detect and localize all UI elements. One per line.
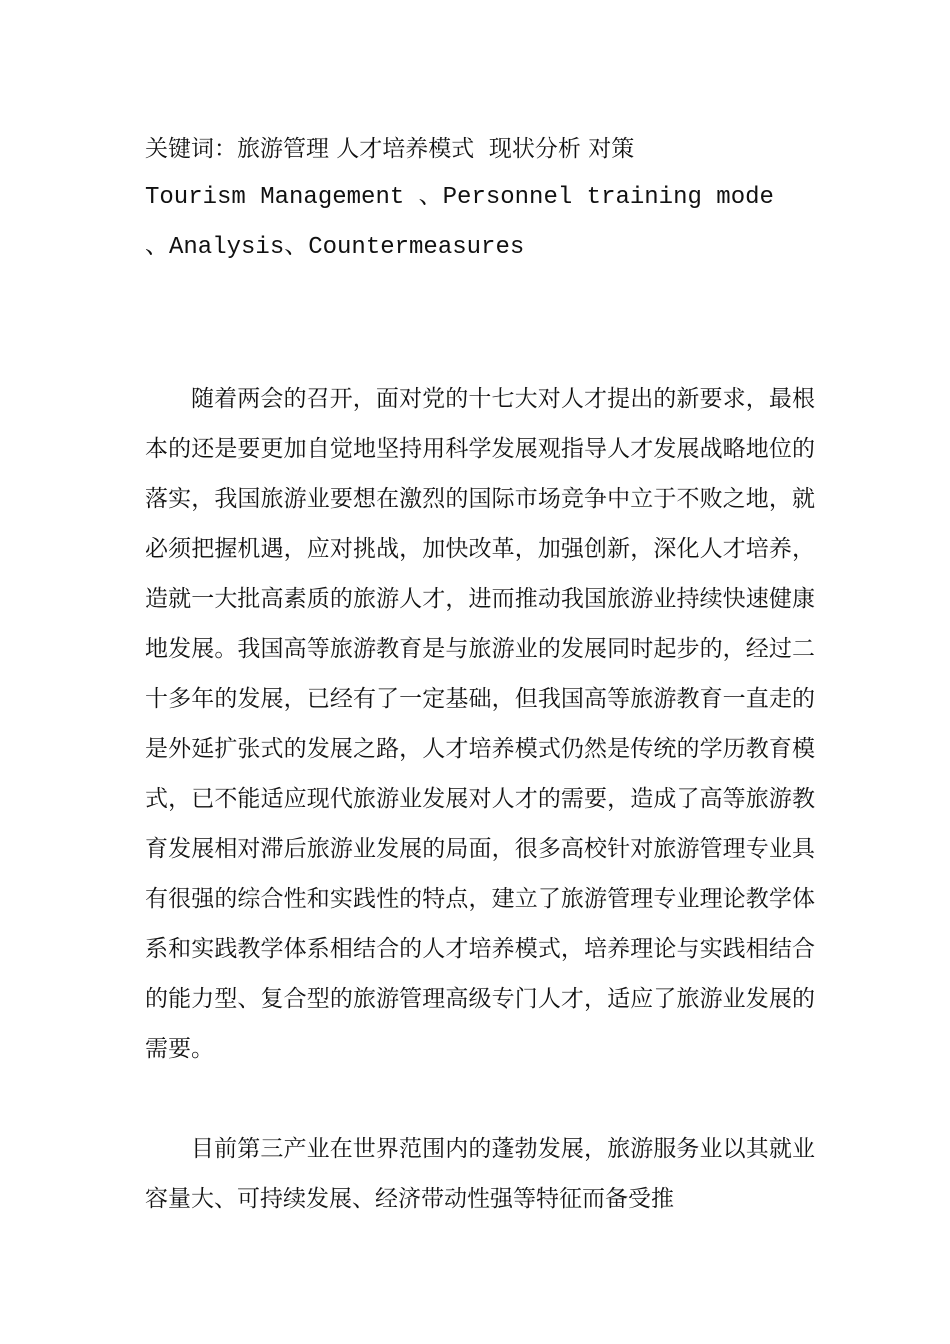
keywords-chinese: 关键词：旅游管理 人才培养模式 现状分析 对策 (145, 136, 635, 162)
body-paragraph-2: 目前第三产业在世界范围内的蓬勃发展，旅游服务业以其就业容量大、可持续发展、经济带动性强等特征而备受推 (145, 1136, 815, 1212)
keywords-english-line-2: 、Analysis、Countermeasures (145, 234, 525, 261)
body-paragraph-1: 随着两会的召开，面对党的十七大对人才提出的新要求，最根本的还是要更加自觉地坚持用科学发展观指导人才发展战略地位的落实，我国旅游业要想在激烈的国际市场竞争中立于不败之地，就必须把握机遇，应对挑战，加快改革，加强创新，深化人才培养，造就一大批高素质的旅游人才，进而推动我国旅游业持续快速健康地发展。我国高等旅游教育是与旅游业的发展同时起步的，经过二十多年的发展，已经有了一定基础，但我国高等旅游教育一直走的是外延扩张式的发展之路，人才培养模式仍然是传统的学历教育模式，已不能适应现代旅游业发展对人才的需要，造成了高等旅游教育发展相对滞后旅游业发展的局面，很多高校针对旅游管理专业具有很强的综合性和实践性的特点，建立了旅游管理专业理论教学体系和实践教学体系相结合的人才培养模式，培养理论与实践相结合的能力型、复合型的旅游管理高级专门人才，适应了旅游业发展的需要。 (145, 386, 815, 1062)
keywords-english-line-1: Tourism Management 、Personnel training mode (145, 184, 774, 211)
